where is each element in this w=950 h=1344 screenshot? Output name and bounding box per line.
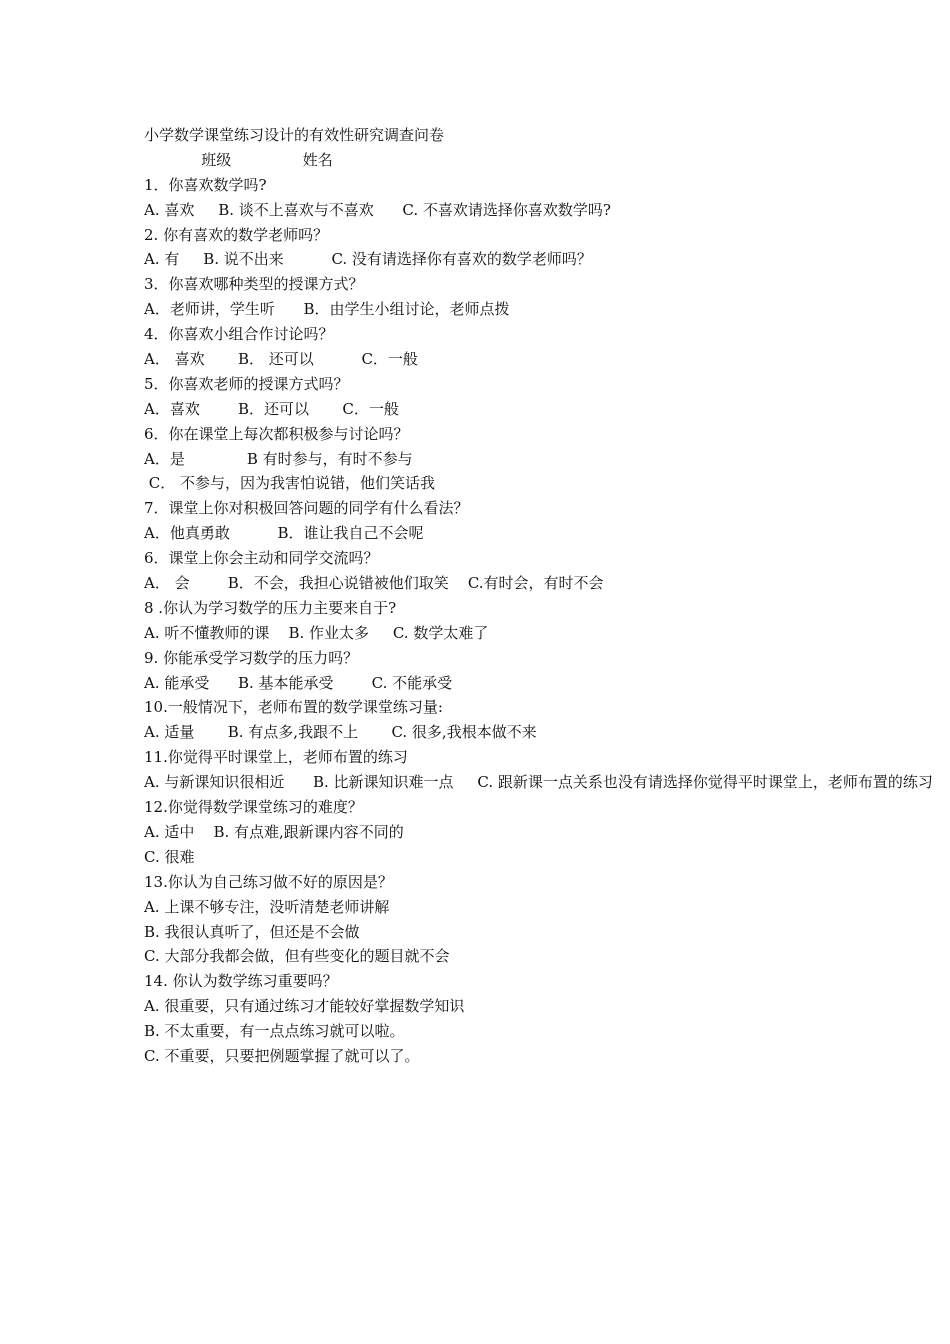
question-line: 5．你喜欢老师的授课方式吗？ — [144, 374, 349, 393]
options-line: C． 不参与，因为我害怕说错，他们笑话我 — [144, 474, 436, 493]
options-line: A. 喜欢 B. 谈不上喜欢与不喜欢 C. 不喜欢请选择你喜欢数学吗? — [144, 200, 611, 219]
question-line: 8 .你认为学习数学的压力主要来自于? — [144, 598, 397, 617]
options-line: C. 不重要，只要把例题掌握了就可以了。 — [144, 1046, 420, 1065]
question-line: 10.一般情况下，老师布置的数学课堂练习量: — [144, 698, 443, 717]
options-line: A. 有 B. 说不出来 C. 没有请选择你有喜欢的数学老师吗？ — [144, 250, 592, 269]
options-line: A. 听不懂教师的课 B. 作业太多 C. 数学太难了 — [144, 623, 489, 642]
question-line: 6．你在课堂上每次都积极参与讨论吗？ — [144, 424, 409, 443]
options-line: A． 会 B．不会，我担心说错被他们取笑 C.有时会，有时不会 — [144, 574, 604, 593]
question-line: 3．你喜欢哪种类型的授课方式？ — [144, 275, 364, 294]
options-line: C. 很难 — [144, 847, 195, 866]
options-line: C. 大部分我都会做，但有些变化的题目就不会 — [144, 947, 450, 966]
options-line: A. 上课不够专注，没听清楚老师讲解 — [144, 897, 390, 916]
question-line: 11.你觉得平时课堂上，老师布置的练习 — [144, 748, 408, 767]
options-line: B. 我很认真听了，但还是不会做 — [144, 922, 360, 941]
class-name-fields: 班级 姓名 — [144, 150, 333, 169]
options-line-wrapped: A. 与新课知识很相近 B. 比新课知识难一点 C. 跟新课一点关系也没有请选择你觉得平时课堂上，老师布置的练习 — [144, 773, 933, 792]
options-line: B. 不太重要，有一点点练习就可以啦。 — [144, 1022, 405, 1041]
document-title: 小学数学课堂练习设计的有效性研究调查问卷 — [144, 126, 445, 144]
options-line: A． 喜欢 B． 还可以 C．一般 — [144, 350, 418, 369]
options-line: A．老师讲，学生听 B．由学生小组讨论，老师点拨 — [144, 300, 510, 319]
question-line: 4．你喜欢小组合作讨论吗？ — [144, 325, 334, 344]
options-line: A．是 B 有时参与，有时不参与 — [144, 449, 413, 468]
options-line: A. 能承受 B. 基本能承受 C. 不能承受 — [144, 673, 453, 692]
question-line: 14. 你认为数学练习重要吗？ — [144, 972, 338, 991]
question-line: 2. 你有喜欢的数学老师吗？ — [144, 225, 329, 244]
options-line: A．他真勇敢 B．谁让我自己不会呢 — [144, 524, 424, 543]
options-line: A. 适中 B. 有点难,跟新课内容不同的 — [144, 822, 404, 841]
question-line: 12.你觉得数学课堂练习的难度？ — [144, 798, 363, 817]
options-line: A. 适量 B. 有点多,我跟不上 C. 很多,我根本做不来 — [144, 723, 537, 742]
question-line: 13.你认为自己练习做不好的原因是？ — [144, 872, 393, 891]
question-line: 7．课堂上你对积极回答问题的同学有什么看法？ — [144, 499, 469, 518]
options-line: A．喜欢 B．还可以 C．一般 — [144, 399, 399, 418]
options-line: A. 很重要，只有通过练习才能较好掌握数学知识 — [144, 997, 465, 1016]
question-line: 6．课堂上你会主动和同学交流吗？ — [144, 549, 379, 568]
question-line: 1．你喜欢数学吗? — [144, 175, 267, 194]
question-line: 9. 你能承受学习数学的压力吗？ — [144, 648, 359, 667]
survey-document — [144, 123, 933, 1069]
